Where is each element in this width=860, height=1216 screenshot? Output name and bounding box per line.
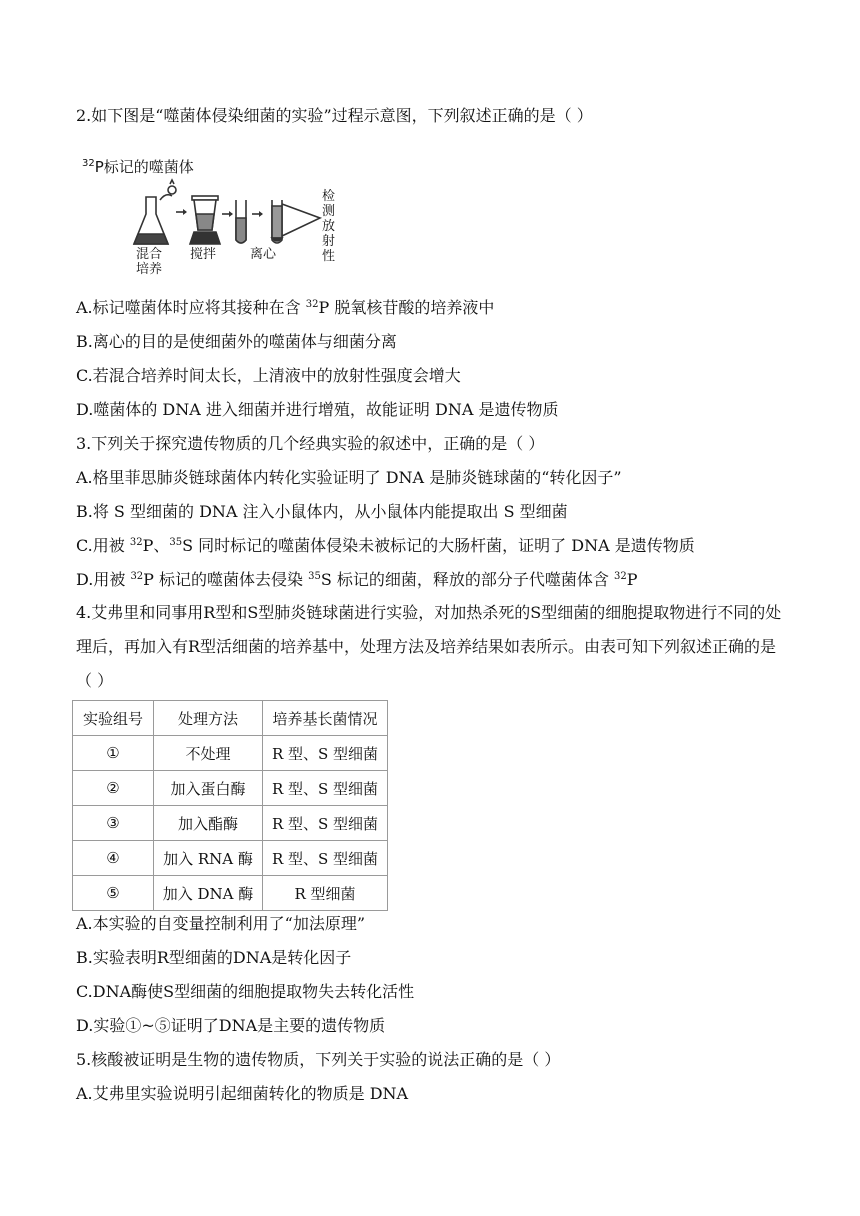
- table-cell: ③: [73, 806, 154, 841]
- q4-option-d: D.实验①~⑤证明了DNA是主要的遗传物质: [76, 1016, 386, 1035]
- table-cell: R 型、S 型细菌: [263, 736, 388, 771]
- table-cell: R 型、S 型细菌: [263, 806, 388, 841]
- triangle-icon: [282, 204, 320, 236]
- q5-option-a: A.艾弗里实验说明引起细菌转化的物质是 DNA: [76, 1084, 409, 1103]
- blender-icon: [190, 196, 220, 244]
- table-row: [73, 771, 388, 806]
- flask-icon: [134, 180, 176, 244]
- test-tube-icon: [236, 200, 246, 243]
- results-table: [72, 700, 388, 911]
- q2-stem: 2.如下图是“噬菌体侵染细菌的实验”过程示意图，下列叙述正确的是（ ）: [76, 106, 593, 125]
- table-cell: R 型细菌: [263, 876, 388, 911]
- q3-option-b: B.将 S 型细菌的 DNA 注入小鼠体内，从小鼠体内能提取出 S 型细菌: [76, 502, 568, 521]
- label-detect-2: 测: [322, 204, 336, 219]
- arrow-head-icon: [229, 211, 233, 217]
- table-header-row: [73, 701, 388, 736]
- label-stir: 搅拌: [190, 247, 217, 262]
- q2-option-d: D.噬菌体的 DNA 进入细菌并进行增殖，故能证明 DNA 是遗传物质: [76, 400, 559, 419]
- q2-option-a: A.标记噬菌体时应将其接种在含 $^{32}$P 脱氧核苷酸的培养液中: [76, 298, 495, 317]
- table-cell: 加入 DNA 酶: [154, 876, 263, 911]
- table-cell: 加入 RNA 酶: [154, 841, 263, 876]
- q2-option-b: B.离心的目的是使细菌外的噬菌体与细菌分离: [76, 332, 397, 351]
- table-cell: 加入蛋白酶: [154, 771, 263, 806]
- phage-experiment-figure: [76, 152, 356, 280]
- table-row: [73, 876, 388, 911]
- q3-option-a: A.格里菲思肺炎链球菌体内转化实验证明了 DNA 是肺炎链球菌的“转化因子”: [76, 468, 622, 487]
- label-mix-2: 培养: [136, 262, 163, 277]
- q4-option-c: C.DNA酶使S型细菌的细胞提取物失去转化活性: [76, 982, 415, 1001]
- q4-stem: 4.艾弗里和同事用R型和S型肺炎链球菌进行实验，对加热杀死的S型细菌的细胞提取物进行不同的处理后，再加入有R型活细菌的培养基中，处理方法及培养结果如表所示。由表可知下列叙述正确的是（ ）: [76, 603, 782, 690]
- table-row: [73, 841, 388, 876]
- table-cell: 不处理: [154, 736, 263, 771]
- figure-drawing: [76, 152, 356, 280]
- q3-stem: 3.下列关于探究遗传物质的几个经典实验的叙述中，正确的是（ ）: [76, 434, 545, 453]
- label-detect-3: 放: [322, 219, 336, 234]
- label-detect-4: 射: [322, 234, 336, 249]
- label-detect-5: 性: [322, 249, 336, 264]
- table-cell: R 型、S 型细菌: [263, 771, 388, 806]
- label-detect-1: 检: [322, 189, 336, 204]
- table-cell: R 型、S 型细菌: [263, 841, 388, 876]
- q5-stem: 5.核酸被证明是生物的遗传物质，下列关于实验的说法正确的是（ ）: [76, 1050, 561, 1069]
- table-cell: 加入酯酶: [154, 806, 263, 841]
- table-row: [73, 736, 388, 771]
- q3-option-d: D.用被 $^{32}$P 标记的噬菌体去侵染 $^{35}$S 标记的细菌，释放的部分子代噬菌体含 $^{32}$P: [76, 570, 638, 589]
- table-cell: ⑤: [73, 876, 154, 911]
- table-cell: ②: [73, 771, 154, 806]
- q2-option-c: C.若混合培养时间太长，上清液中的放射性强度会增大: [76, 366, 461, 385]
- table-cell: ④: [73, 841, 154, 876]
- label-centrifuge: 离心: [250, 247, 277, 262]
- table-cell: ①: [73, 736, 154, 771]
- arrow-head-icon: [183, 209, 187, 215]
- table-header: 实验组号: [73, 701, 154, 736]
- label-mix-1: 混合: [136, 247, 163, 262]
- test-tube-icon: [272, 200, 282, 243]
- arrow-head-icon: [259, 211, 263, 217]
- table-header: 培养基长菌情况: [263, 701, 388, 736]
- figure-caption: $^{32}$P标记的噬菌体: [82, 158, 194, 176]
- table-row: [73, 806, 388, 841]
- table-header: 处理方法: [154, 701, 263, 736]
- q3-option-c: C.用被 $^{32}$P、$^{35}$S 同时标记的噬菌体侵染未被标记的大肠杆菌，证明了 DNA 是遗传物质: [76, 536, 695, 555]
- q4-option-a: A.本实验的自变量控制利用了“加法原理”: [76, 914, 366, 933]
- q4-option-b: B.实验表明R型细菌的DNA是转化因子: [76, 948, 352, 967]
